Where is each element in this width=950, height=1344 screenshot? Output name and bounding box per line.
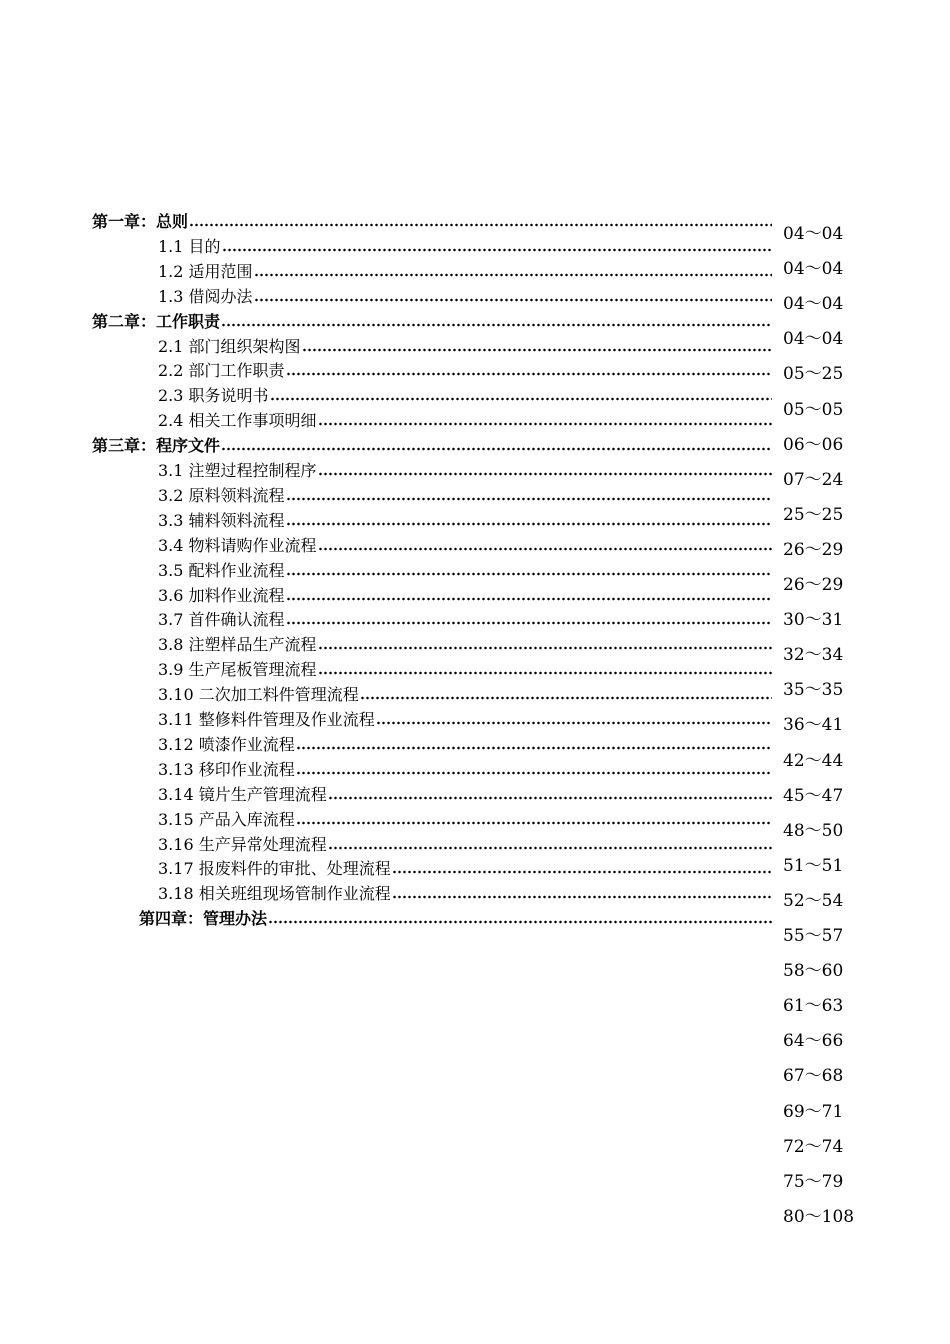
dot-leader bbox=[222, 247, 772, 253]
toc-entry-label: 2.3 职务说明书 bbox=[158, 386, 269, 406]
toc-entry-label: 3.12 喷漆作业流程 bbox=[158, 734, 295, 754]
dot-leader bbox=[286, 571, 772, 577]
dot-leader bbox=[392, 894, 772, 900]
dot-leader bbox=[318, 421, 772, 427]
toc-entry-label: 3.10 二次加工料件管理流程 bbox=[158, 685, 359, 705]
toc-section-entry bbox=[158, 656, 772, 680]
page-range: 67～68 bbox=[783, 1066, 844, 1087]
dot-leader bbox=[254, 272, 772, 278]
toc-section-entry bbox=[158, 233, 772, 257]
dot-leader bbox=[296, 820, 772, 826]
dot-leader bbox=[254, 297, 772, 303]
toc-entry-label: 3.8 注塑样品生产流程 bbox=[158, 635, 317, 655]
dot-leader bbox=[286, 596, 772, 602]
toc-entry-label: 3.3 辅料领料流程 bbox=[158, 510, 285, 530]
toc-section-entry bbox=[158, 880, 772, 904]
page-range: 75～79 bbox=[783, 1171, 844, 1192]
page-range: 04～04 bbox=[783, 224, 844, 244]
dot-leader bbox=[286, 496, 772, 502]
toc-section-entry bbox=[158, 532, 772, 556]
toc-entry-label: 3.13 移印作业流程 bbox=[158, 759, 295, 779]
page-range: 45～47 bbox=[783, 785, 844, 806]
page-range: 25～25 bbox=[783, 504, 844, 525]
toc-entry-label: 3.14 镜片生产管理流程 bbox=[158, 784, 327, 804]
page-range: 61～63 bbox=[783, 996, 844, 1017]
toc-section-entry bbox=[158, 756, 772, 780]
toc-section-entry bbox=[158, 855, 772, 879]
toc-section-entry bbox=[158, 681, 772, 705]
page-range: 26～29 bbox=[783, 539, 844, 560]
toc-entry-label: 3.1 注塑过程控制程序 bbox=[158, 461, 317, 480]
toc-entry-label: 第一章：总则 bbox=[92, 212, 189, 231]
toc-entry-label: 3.16 生产异常处理流程 bbox=[158, 834, 327, 854]
toc-entry-label: 3.4 物料请购作业流程 bbox=[158, 535, 317, 555]
toc-entry-label: 2.2 部门工作职责 bbox=[158, 361, 285, 381]
page-range: 05～25 bbox=[783, 364, 844, 385]
page-range: 42～44 bbox=[783, 750, 844, 771]
dot-leader bbox=[392, 869, 772, 875]
page-range: 26～29 bbox=[783, 575, 844, 595]
toc-chapter-entry bbox=[92, 208, 772, 232]
toc-chapter-entry bbox=[92, 432, 772, 456]
dot-leader bbox=[270, 396, 772, 402]
page-range: 35～35 bbox=[783, 680, 844, 701]
dot-leader bbox=[302, 347, 772, 353]
toc-section-entry bbox=[158, 706, 772, 730]
dot-leader bbox=[268, 919, 772, 925]
toc-section-entry bbox=[158, 731, 772, 755]
page-range: 04～04 bbox=[783, 259, 844, 280]
page-range: 07～24 bbox=[783, 469, 844, 490]
dot-leader bbox=[328, 795, 772, 801]
toc-entry-label: 2.4 相关工作事项明细 bbox=[158, 411, 317, 431]
toc-section-entry bbox=[158, 582, 772, 606]
page-range: 05～05 bbox=[783, 399, 844, 420]
dot-leader bbox=[286, 371, 772, 377]
toc-section-entry bbox=[158, 606, 772, 630]
dot-leader bbox=[376, 720, 772, 726]
toc-chapter-entry bbox=[139, 905, 772, 929]
page-range: 36～41 bbox=[783, 715, 844, 736]
toc-entry-label: 3.17 报废料件的审批、处理流程 bbox=[158, 859, 391, 879]
toc-entry-label: 第二章：工作职责 bbox=[92, 311, 221, 331]
page-range: 69～71 bbox=[783, 1101, 844, 1122]
dot-leader bbox=[221, 446, 772, 452]
toc-section-entry bbox=[158, 357, 772, 381]
dot-leader bbox=[318, 546, 772, 552]
page-range: 64～66 bbox=[783, 1031, 844, 1052]
toc-section-entry bbox=[158, 407, 772, 431]
page-range: 55～57 bbox=[783, 926, 844, 946]
toc-entry-label: 第四章：管理办法 bbox=[139, 909, 268, 929]
toc-section-entry bbox=[158, 831, 772, 855]
dot-leader bbox=[296, 745, 772, 751]
page-range: 30～31 bbox=[783, 610, 844, 631]
toc-entry-label: 1.1 目的 bbox=[158, 236, 221, 256]
dot-leader bbox=[318, 471, 772, 477]
toc-chapter-entry bbox=[92, 308, 772, 332]
toc-section-entry bbox=[158, 781, 772, 805]
dot-leader bbox=[328, 845, 772, 851]
toc-section-entry bbox=[158, 283, 772, 307]
page-range: 06～06 bbox=[783, 434, 844, 455]
toc-entry-label: 第三章：程序文件 bbox=[92, 436, 221, 456]
dot-leader bbox=[286, 521, 772, 527]
toc-entry-label: 3.15 产品入库流程 bbox=[158, 809, 295, 829]
toc-section-entry bbox=[158, 507, 772, 531]
dot-leader bbox=[318, 670, 772, 676]
page-range: 48～50 bbox=[783, 820, 844, 841]
dot-leader bbox=[286, 620, 772, 626]
page-range: 51～51 bbox=[783, 855, 844, 876]
page-range: 52～54 bbox=[783, 890, 844, 911]
dot-leader bbox=[318, 645, 772, 651]
toc-section-entry bbox=[158, 557, 772, 581]
toc-entry-label: 3.2 原料领料流程 bbox=[158, 485, 285, 505]
toc-section-entry bbox=[158, 382, 772, 406]
page-range: 72～74 bbox=[783, 1136, 844, 1157]
toc-entry-label: 3.6 加料作业流程 bbox=[158, 585, 285, 605]
toc-entry-label: 2.1 部门组织架构图 bbox=[158, 336, 301, 356]
page-range: 32～34 bbox=[783, 645, 844, 666]
toc-entry-label: 3.18 相关班组现场管制作业流程 bbox=[158, 884, 391, 904]
toc-section-entry bbox=[158, 806, 772, 830]
toc-section-entry bbox=[158, 631, 772, 655]
toc-entry-label: 3.11 整修料件管理及作业流程 bbox=[158, 710, 375, 729]
toc-section-entry bbox=[158, 482, 772, 506]
toc-section-entry bbox=[158, 333, 772, 357]
dot-leader bbox=[360, 695, 772, 701]
page-range: 80～108 bbox=[783, 1206, 855, 1227]
dot-leader bbox=[189, 222, 772, 228]
toc-section-entry bbox=[158, 258, 772, 282]
toc-entry-label: 1.2 适用范围 bbox=[158, 261, 253, 281]
dot-leader bbox=[296, 770, 772, 776]
page-range: 58～60 bbox=[783, 961, 844, 982]
dot-leader bbox=[221, 322, 772, 328]
toc-entry-label: 3.9 生产尾板管理流程 bbox=[158, 660, 317, 680]
page-range: 04～04 bbox=[783, 294, 844, 315]
toc-entry-label: 1.3 借阅办法 bbox=[158, 286, 253, 306]
page-range: 04～04 bbox=[783, 329, 844, 350]
toc-section-entry bbox=[158, 457, 772, 481]
toc-entry-label: 3.7 首件确认流程 bbox=[158, 610, 285, 630]
toc-entry-label: 3.5 配料作业流程 bbox=[158, 560, 285, 580]
